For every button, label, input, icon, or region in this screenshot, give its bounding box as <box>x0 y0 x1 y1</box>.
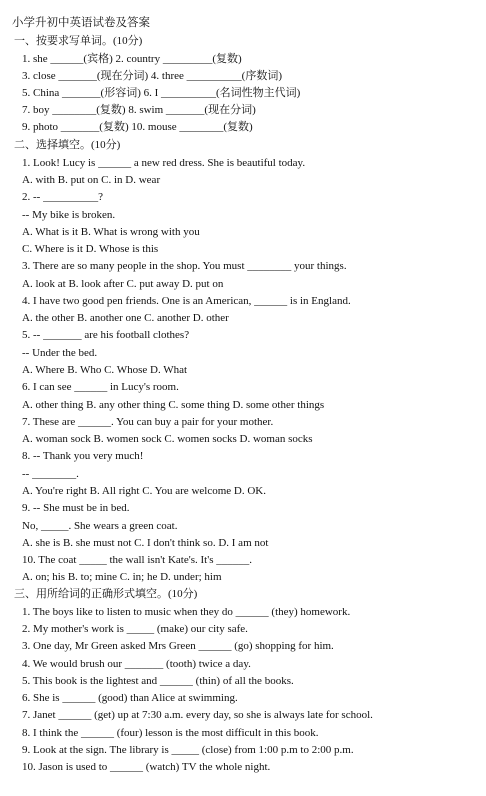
section-3-line: 4. We would brush our _______ (tooth) twice a day. <box>22 658 251 670</box>
section-1-line: 3. close _______(现在分词) 4. three __________(序数词) <box>22 70 282 82</box>
section-3-line: 5. This book is the lightest and ______ (thin) of all the books. <box>22 675 294 687</box>
options-line: A. Where B. Who C. Whose D. What <box>22 364 188 376</box>
options-line: A. with B. put on C. in D. wear <box>22 174 161 186</box>
question-line: -- Under the bed. <box>22 347 98 359</box>
question-line: 7. These are ______. You can buy a pair for your mother. <box>22 416 274 428</box>
question-line: -- ________. <box>22 468 79 480</box>
section-1-line: 5. China _______(形容词) 6. I __________(名词性物主代词) <box>22 87 301 99</box>
options-line: A. You're right B. All right C. You are welcome D. OK. <box>22 485 266 497</box>
options-line: A. on; his B. to; mine C. in; he D. under; him <box>22 571 222 583</box>
question-line: 6. I can see ______ in Lucy's room. <box>22 381 179 393</box>
options-line: A. woman sock B. women sock C. women socks D. woman socks <box>22 433 313 445</box>
section-3-line: 9. Look at the sign. The library is _____ (close) from 1:00 p.m to 2:00 p.m. <box>22 744 354 756</box>
section-3-line: 8. I think the ______ (four) lesson is the most difficult in this book. <box>22 727 319 739</box>
section-3-line: 7. Janet ______ (get) up at 7:30 a.m. every day, so she is always late for school. <box>22 709 373 721</box>
options-line: A. the other B. another one C. another D. other <box>22 312 229 324</box>
section-1-line: 9. photo _______(复数) 10. mouse ________(复数) <box>22 121 253 133</box>
options-line: A. What is it B. What is wrong with you <box>22 226 200 238</box>
section-3-line: 1. The boys like to listen to music when they do ______ (they) homework. <box>22 606 351 618</box>
options-line: A. look at B. look after C. put away D. put on <box>22 278 224 290</box>
section-1-heading: 一、按要求写单词。(10分) <box>14 35 143 47</box>
question-line: 8. -- Thank you very much! <box>22 450 144 462</box>
section-3-line: 6. She is ______ (good) than Alice at swimming. <box>22 692 238 704</box>
question-line: 4. I have two good pen friends. One is an American, ______ is in England. <box>22 295 351 307</box>
section-2-heading: 二、选择填空。(10分) <box>14 139 121 151</box>
question-line: No, _____. She wears a green coat. <box>22 520 178 532</box>
section-3-line: 10. Jason is used to ______ (watch) TV the whole night. <box>22 761 271 773</box>
question-line: -- My bike is broken. <box>22 209 116 221</box>
question-line: 5. -- _______ are his football clothes? <box>22 329 190 341</box>
section-1-line: 7. boy ________(复数) 8. swim _______(现在分词) <box>22 104 256 116</box>
section-3-heading: 三、用所给词的正确形式填空。(10分) <box>14 588 198 600</box>
options-line: C. Where is it D. Whose is this <box>22 243 159 255</box>
section-3-line: 2. My mother's work is _____ (make) our city safe. <box>22 623 248 635</box>
options-line: A. she is B. she must not C. I don't think so. D. I am not <box>22 537 269 549</box>
question-line: 3. There are so many people in the shop. You must ________ your things. <box>22 260 347 272</box>
section-3-line: 3. One day, Mr Green asked Mrs Green ______ (go) shopping for him. <box>22 640 334 652</box>
question-line: 9. -- She must be in bed. <box>22 502 130 514</box>
section-1-line: 1. she ______(宾格) 2. country _________(复数) <box>22 53 242 65</box>
document-title: 小学升初中英语试卷及答案 <box>12 17 150 29</box>
options-line: A. other thing B. any other thing C. some thing D. some other things <box>22 399 325 411</box>
question-line: 2. -- __________? <box>22 191 103 203</box>
question-line: 10. The coat _____ the wall isn't Kate's. It's ______. <box>22 554 252 566</box>
question-line: 1. Look! Lucy is ______ a new red dress. She is beautiful today. <box>22 157 306 169</box>
